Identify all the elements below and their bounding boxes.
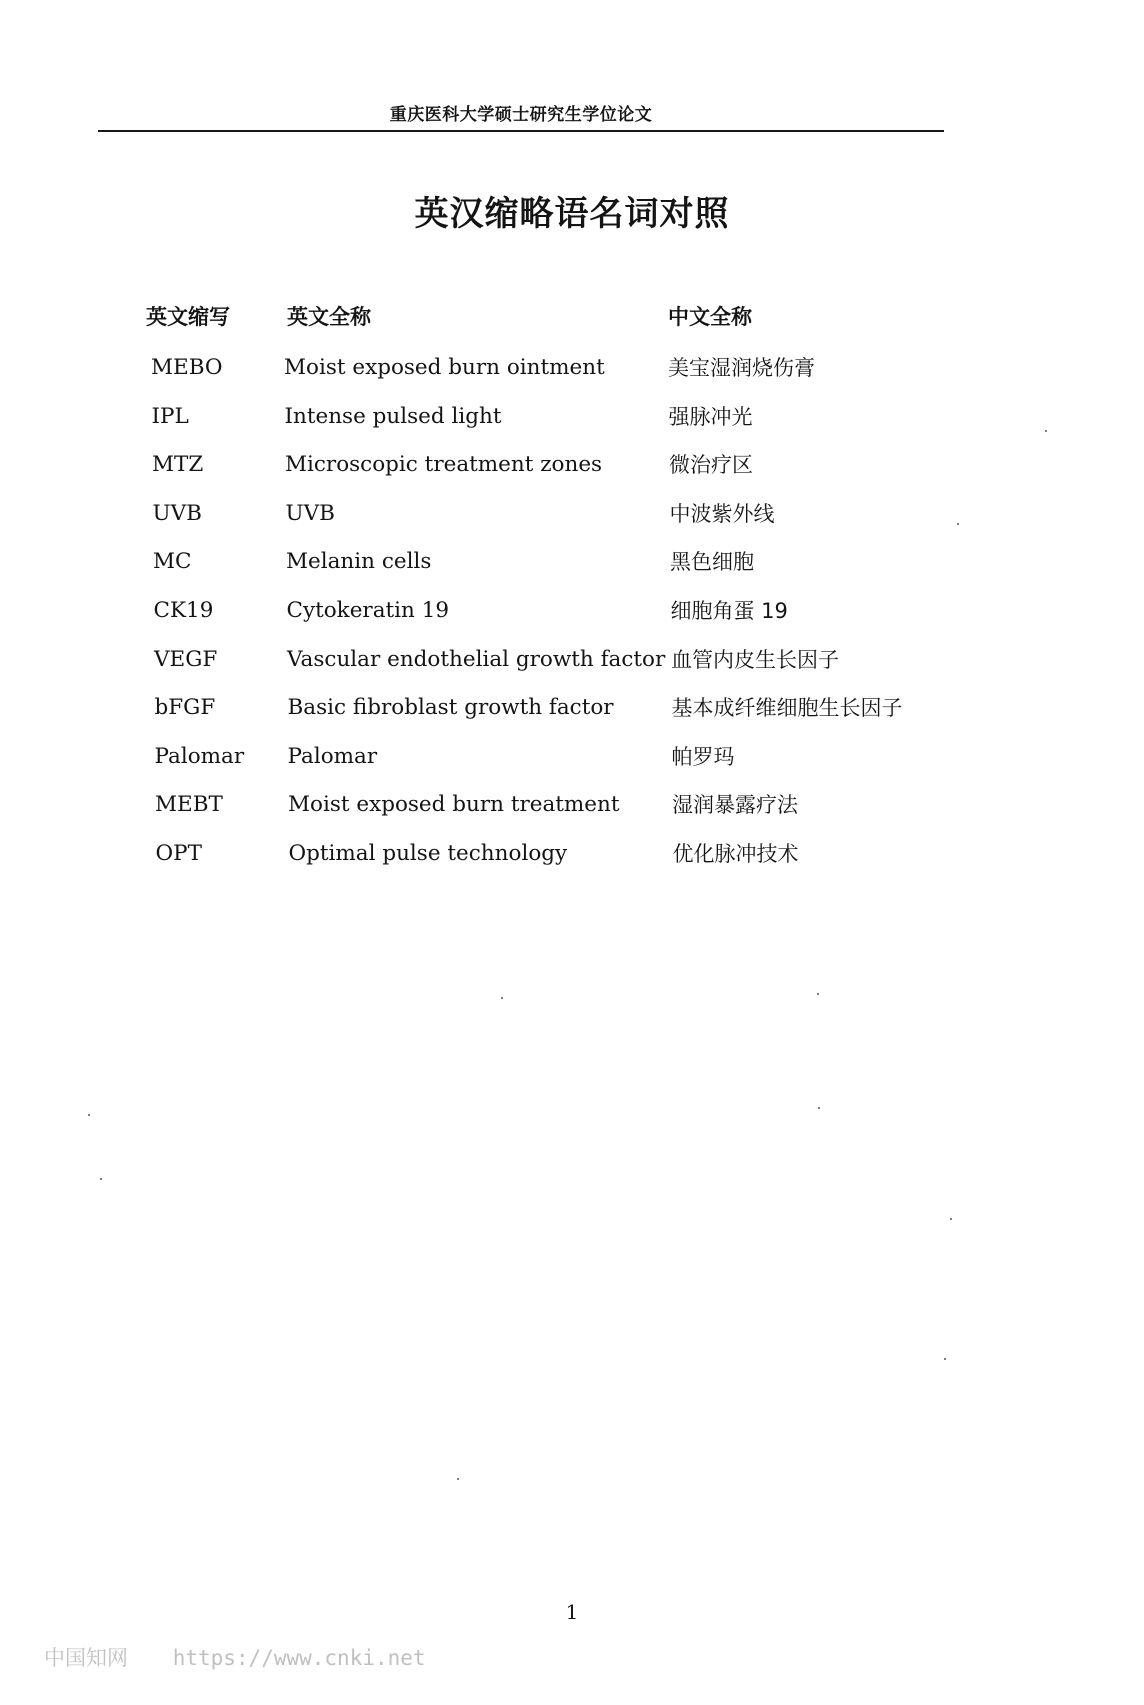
scan-speck <box>950 1218 952 1220</box>
table-row <box>0 645 1144 685</box>
abbreviation-cell: OPT <box>155 841 202 866</box>
abbreviation-cell: UVB <box>152 500 202 526</box>
table-row <box>0 450 1144 490</box>
scan-speck <box>457 1478 459 1480</box>
column-header-chinese-full-name: 中文全称 <box>668 305 752 329</box>
abbreviation-cell: IPL <box>151 403 189 429</box>
english-full-name-cell: Moist exposed burn treatment <box>288 792 620 818</box>
scan-speck <box>817 993 819 995</box>
scan-speck <box>957 523 959 525</box>
table-row <box>0 839 1144 879</box>
chinese-full-name-cell: 湿润暴露疗法 <box>672 793 798 818</box>
abbreviation-cell: bFGF <box>154 695 216 721</box>
table-row <box>0 499 1144 539</box>
abbreviation-cell: CK19 <box>153 598 214 623</box>
english-full-name-cell: Moist exposed burn ointment <box>284 355 605 380</box>
chinese-full-name-cell: 血管内皮生长因子 <box>671 647 839 672</box>
english-full-name-cell: Intense pulsed light <box>284 403 502 429</box>
table-row <box>0 790 1144 830</box>
abbreviation-cell: MC <box>153 549 192 575</box>
scan-speck <box>818 1107 820 1109</box>
abbreviation-cell: MEBT <box>155 792 223 818</box>
english-full-name-cell: Basic fibroblast growth factor <box>287 695 614 721</box>
table-row <box>0 596 1144 636</box>
scan-speck <box>88 1114 90 1116</box>
english-full-name-cell: Vascular endothelial growth factor <box>287 646 666 672</box>
english-full-name-cell: Palomar <box>287 743 378 769</box>
cnki-watermark <box>44 1642 426 1672</box>
page-title: 英汉缩略语名词对照 <box>414 194 730 234</box>
abbreviation-cell: MTZ <box>152 452 204 478</box>
english-full-name-cell: Microscopic treatment zones <box>285 452 603 478</box>
abbreviation-cell: MEBO <box>151 355 223 380</box>
chinese-full-name-cell: 帕罗玛 <box>671 744 735 769</box>
chinese-full-name-cell: 基本成纤维细胞生长因子 <box>671 696 903 721</box>
english-full-name-cell: Melanin cells <box>286 549 432 575</box>
table-row <box>0 353 1144 393</box>
scan-speck <box>100 1178 102 1180</box>
chinese-full-name-cell: 强脉冲光 <box>668 404 753 429</box>
scan-speck <box>501 997 503 999</box>
chinese-full-name-cell: 美宝湿润烧伤膏 <box>668 356 815 380</box>
table-row <box>0 547 1144 587</box>
chinese-full-name-cell: 优化脉冲技术 <box>672 842 799 866</box>
chinese-full-name-cell: 黑色细胞 <box>670 550 754 575</box>
watermark-site-name: 中国知网 <box>44 1646 128 1670</box>
table-row <box>0 742 1144 782</box>
abbreviation-cell: Palomar <box>154 743 245 769</box>
scan-speck <box>1045 430 1047 432</box>
table-row <box>0 693 1144 733</box>
chinese-full-name-cell: 微治疗区 <box>669 453 753 478</box>
abbreviation-cell: VEGF <box>154 646 218 672</box>
english-full-name-cell: Optimal pulse technology <box>288 841 568 866</box>
scan-speck <box>944 1358 946 1360</box>
page-number: 1 <box>565 1600 579 1624</box>
english-full-name-cell: UVB <box>285 500 335 526</box>
running-header <box>98 96 944 132</box>
watermark-url: https://www.cnki.net <box>172 1646 426 1670</box>
table-row <box>0 402 1144 442</box>
chinese-full-name-cell: 细胞角蛋 19 <box>670 599 788 623</box>
column-header-abbreviation: 英文缩写 <box>146 305 230 329</box>
running-header-title: 重庆医科大学硕士研究生学位论文 <box>389 105 653 125</box>
english-full-name-cell: Cytokeratin 19 <box>286 598 450 623</box>
column-header-english-full-name: 英文全称 <box>287 305 371 329</box>
chinese-full-name-cell: 中波紫外线 <box>669 501 775 526</box>
